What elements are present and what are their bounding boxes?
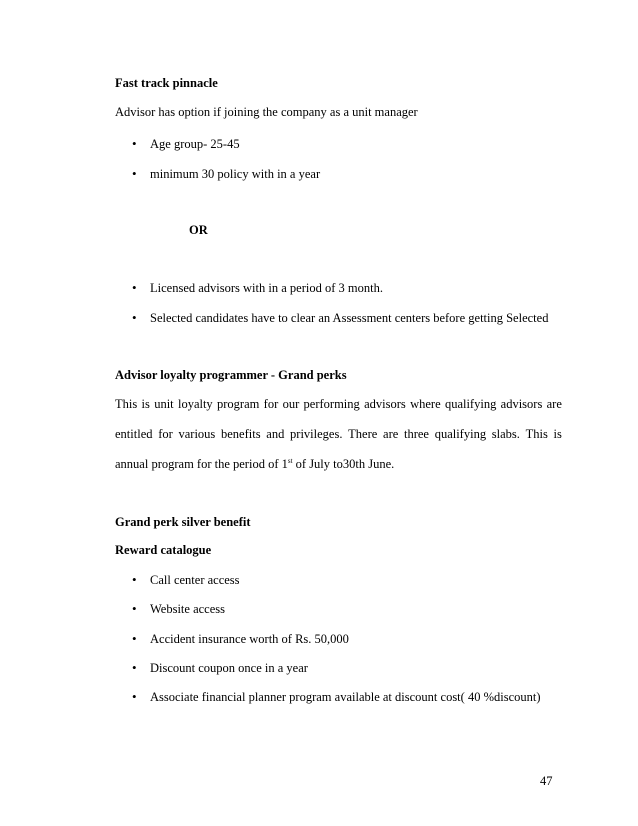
section-heading-silver-benefit: Grand perk silver benefit xyxy=(115,515,251,529)
list-item xyxy=(132,602,225,616)
bullet-icon: • xyxy=(132,631,137,646)
word: is xyxy=(553,427,562,441)
word: our xyxy=(282,397,300,411)
paragraph-text: annual program for the period of 1 xyxy=(115,457,288,471)
word: qualifying xyxy=(434,427,487,441)
word: slabs. xyxy=(491,427,520,441)
word: advisors xyxy=(500,397,543,411)
list-item xyxy=(132,311,548,325)
word: loyalty xyxy=(177,397,213,411)
word: benefits xyxy=(221,427,261,441)
section-heading-fast-track: Fast track pinnacle xyxy=(115,76,218,90)
list-item-text: Website access xyxy=(150,602,225,616)
bullet-icon: • xyxy=(132,601,137,616)
word: are xyxy=(383,427,399,441)
list-item-text: Selected candidates have to clear an Assessment centers before getting Selected xyxy=(150,311,549,325)
word: and xyxy=(266,427,285,441)
list-item xyxy=(132,137,240,151)
bullet-icon: • xyxy=(132,166,137,181)
list-item xyxy=(132,661,308,675)
ordinal-superscript: st xyxy=(287,457,293,465)
list-item-text: Licensed advisors with in a period of 3 month. xyxy=(150,281,383,295)
word: various xyxy=(178,427,216,441)
section-heading-loyalty: Advisor loyalty programmer - Grand perks xyxy=(115,368,347,382)
word: entitled xyxy=(115,427,153,441)
word: where xyxy=(410,397,441,411)
word: three xyxy=(404,427,429,441)
bullet-icon: • xyxy=(132,572,137,587)
section-subheading-reward-catalogue: Reward catalogue xyxy=(115,543,212,557)
word: unit xyxy=(154,397,174,411)
section-intro-text: Advisor has option if joining the company as a unit manager xyxy=(115,105,418,119)
list-item-text: Call center access xyxy=(150,573,240,587)
word: is xyxy=(141,397,150,411)
word: privileges. xyxy=(290,427,343,441)
list-item xyxy=(132,281,383,295)
list-item-text: Associate financial planner program available at discount cost( 40 %discount) xyxy=(150,690,541,704)
bullet-icon: • xyxy=(132,280,137,295)
list-item xyxy=(132,690,541,704)
list-item-text: Discount coupon once in a year xyxy=(150,661,308,675)
bullet-icon: • xyxy=(132,689,137,704)
paragraph-line-text xyxy=(115,428,562,441)
bullet-icon: • xyxy=(132,136,137,151)
word: for xyxy=(158,427,173,441)
paragraph-text: of July to30th June. xyxy=(292,457,395,471)
paragraph-line-text xyxy=(115,398,562,411)
paragraph-line xyxy=(115,398,562,411)
list-item-text: Accident insurance worth of Rs. 50,000 xyxy=(150,632,349,646)
list-item-text: Age group- 25-45 xyxy=(150,137,240,151)
list-item xyxy=(132,632,349,646)
word: qualifying xyxy=(444,397,497,411)
word: There xyxy=(348,427,378,441)
word: advisors xyxy=(364,397,406,411)
or-separator: OR xyxy=(189,223,208,237)
word: are xyxy=(546,397,562,411)
page-number: 47 xyxy=(540,774,553,788)
bullet-icon: • xyxy=(132,660,137,675)
paragraph-line xyxy=(115,428,562,441)
list-item xyxy=(132,573,240,587)
word: performing xyxy=(303,397,360,411)
word: program xyxy=(217,397,260,411)
paragraph-line xyxy=(115,458,394,471)
word: for xyxy=(263,397,279,411)
list-item-text: minimum 30 policy with in a year xyxy=(150,167,321,181)
bullet-icon: • xyxy=(132,310,137,325)
word: This xyxy=(525,427,548,441)
list-item xyxy=(132,167,320,181)
word: This xyxy=(115,397,138,411)
